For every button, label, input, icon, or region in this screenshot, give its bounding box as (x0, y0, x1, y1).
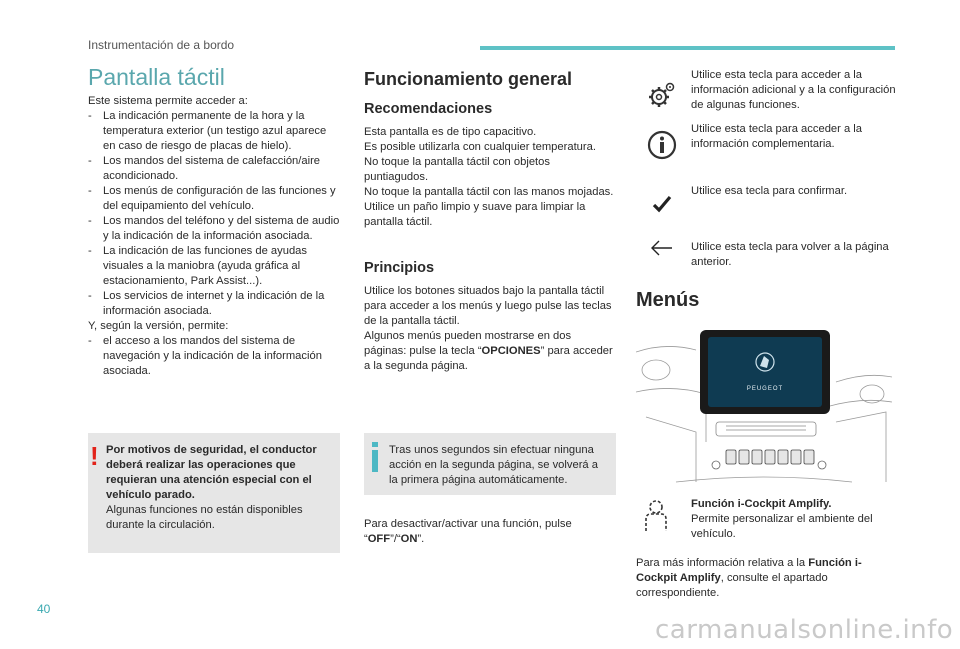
key-description: Utilice esa tecla para confirmar. (691, 185, 848, 197)
version-list (88, 334, 340, 379)
rec-line: No toque la pantalla táctil con objetos puntiagudos. (364, 156, 550, 183)
key-description: Utilice esta tecla para acceder a la información adicional y a la configuración de algunas funciones. (691, 69, 896, 111)
watermark: carmanualsonline.info (655, 615, 954, 645)
rec-line: Utilice un paño limpio y suave para limpiar la pantalla táctil. (364, 201, 586, 228)
checkmark-icon (636, 194, 688, 219)
principios-text-2: Algunos menús pueden mostrarse en dos páginas: pulse la tecla “OPCIONES” para acceder a la segunda página. (364, 330, 613, 372)
toggle-text: Para desactivar/activar una función, pulse “OFF”/“ON”. (364, 518, 572, 545)
back-arrow-icon (636, 240, 688, 261)
dashboard-illustration (636, 322, 892, 490)
subsection-heading-recomendaciones: Recomendaciones (364, 101, 493, 117)
screen-brand-label: PEUGEOT (746, 386, 784, 392)
list-item: - Los mandos del sistema de calefacción/aire acondicionado. (88, 154, 340, 184)
menus-heading: Menús (636, 289, 700, 311)
list-item: - La indicación permanente de la hora y la temperatura exterior (un testigo azul aparece en caso de riesgo de placas de hielo). (88, 109, 340, 154)
column-funcionamiento (364, 62, 616, 374)
column-pantalla-tactil (88, 62, 340, 379)
page-title: Pantalla táctil (88, 64, 225, 90)
amplify-text: Permite personalizar el ambiente del vehículo. (691, 513, 873, 540)
safety-warning-box (88, 433, 340, 553)
warning-icon: ! (90, 441, 99, 471)
rec-line: Es posible utilizarla con cualquier temperatura. (364, 141, 596, 153)
intro-text: Este sistema permite acceder a: (88, 95, 248, 107)
info-note-box (364, 433, 616, 495)
amplify-title: Función i-Cockpit Amplify. (691, 498, 832, 510)
rec-line: No toque la pantalla táctil con las manos mojadas. (364, 186, 614, 198)
list-item: - La indicación de las funciones de ayudas visuales a la maniobra (ayuda gráfica al estacionamiento, Park Assist...). (88, 244, 340, 289)
rec-line: Esta pantalla es de tipo capacitivo. (364, 126, 537, 138)
info-note-text: Tras unos segundos sin efectuar ninguna acción en la segunda página, se volverá a la primera página automáticamente. (389, 444, 598, 486)
key-row-settings (636, 68, 904, 118)
settings-gears-icon (636, 80, 688, 115)
section-title: Instrumentación de a bordo (88, 38, 235, 52)
page-number: 40 (37, 602, 51, 616)
subsection-heading-principios: Principios (364, 260, 435, 276)
amplify-description (691, 497, 901, 542)
opciones-key-label: OPCIONES (481, 345, 541, 357)
more-info-text: Para más información relativa a la Función i-Cockpit Amplify, consulte el apartado correspondiente. (636, 557, 862, 599)
key-description: Utilice esta tecla para acceder a la información complementaria. (691, 123, 863, 150)
warning-text: Algunas funciones no están disponibles durante la circulación. (106, 504, 303, 531)
principios-text: Utilice los botones situados bajo la pantalla táctil para acceder a los menús y luego pulse las teclas de la pantalla táctil. (364, 285, 612, 327)
key-row-confirm (636, 184, 904, 224)
version-intro: Y, según la versión, permite: (88, 320, 229, 332)
warning-bold-text: Por motivos de seguridad, el conductor deberá realizar las operaciones que requieran una atención especial con el vehículo parado. (106, 444, 317, 501)
list-item: - el acceso a los mandos del sistema de navegación y la indicación de la información asociada. (88, 334, 340, 379)
list-item: - Los mandos del teléfono y del sistema de audio y la indicación de la información asociada. (88, 214, 340, 244)
features-list (88, 109, 340, 319)
list-item: - Los menús de configuración de las funciones y del equipamiento del vehículo. (88, 184, 340, 214)
header-accent-bar (480, 46, 895, 50)
key-row-info (636, 122, 904, 162)
key-description: Utilice esta tecla para volver a la página anterior. (691, 241, 889, 268)
info-icon (370, 442, 380, 472)
section-heading: Funcionamiento general (364, 69, 573, 89)
key-row-back (636, 240, 904, 280)
info-icon (636, 130, 688, 165)
i-cockpit-amplify-icon (640, 497, 674, 538)
list-item: - Los servicios de internet y la indicación de la información asociada. (88, 289, 340, 319)
